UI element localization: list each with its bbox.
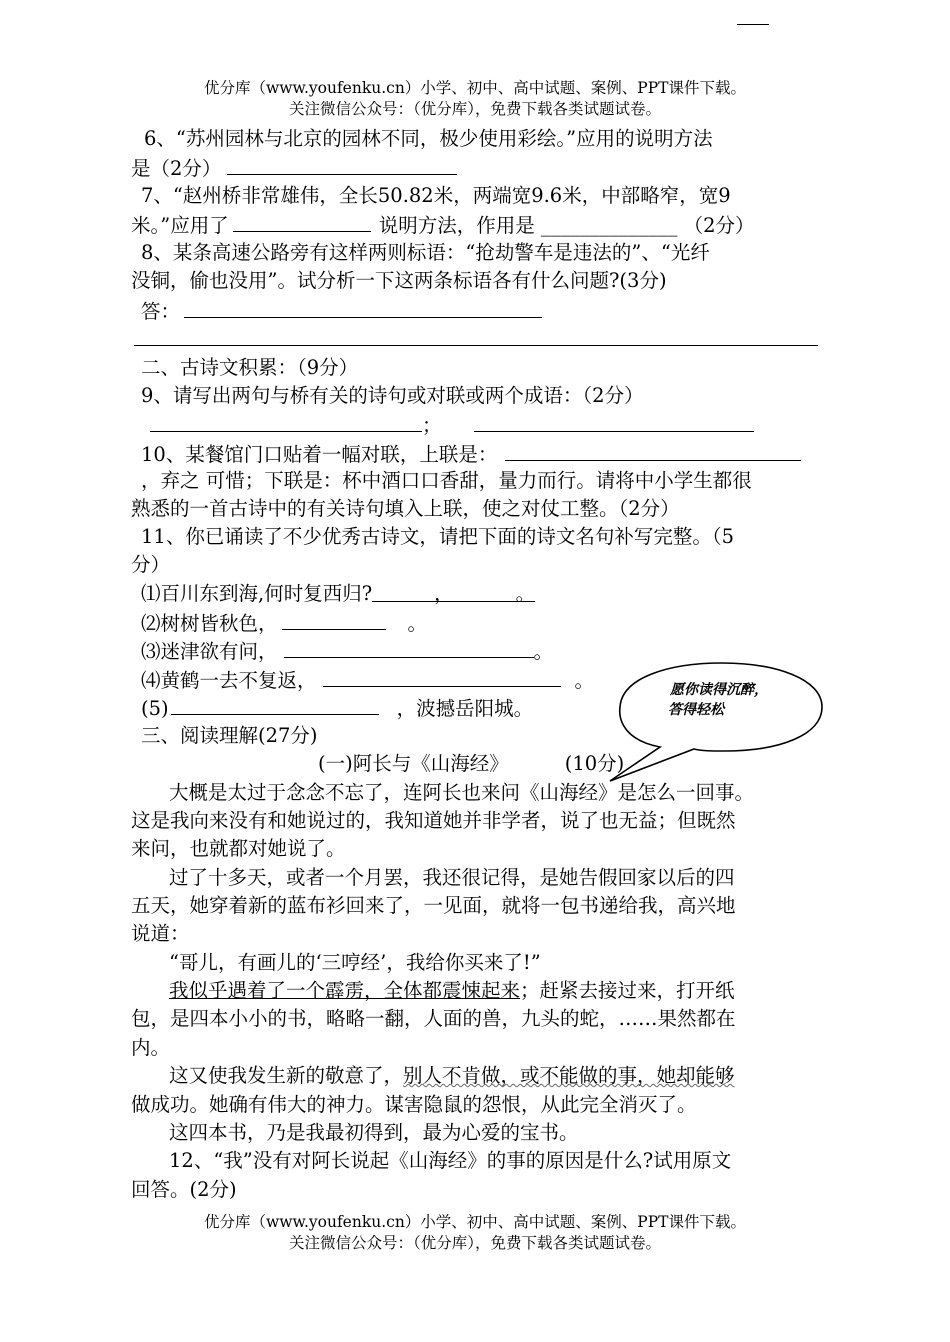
q9-blank-2[interactable] (474, 411, 754, 432)
q11-item-1: ⑴百川东到海,何时复西归? ， 。 (141, 582, 536, 605)
q7-line-2: 米。”应用了 说明方法，作用是 ______________ （2分） (131, 211, 755, 239)
q8-answer-blank[interactable] (184, 297, 542, 318)
q10-line-3: 熟悉的一首古诗中的有关诗句填入上联，使之对仗工整。（2分） (131, 497, 680, 520)
header-line-2: 关注微信公众号：（优分库），免费下载各类试题试卷。 (288, 100, 661, 118)
para-1-line-2: 这是我向来没有和她说过的，我知道她并非学者，说了也无益；但既然 (131, 809, 736, 832)
q10-line-1: 10、某餐馆门口贴着一幅对联，上联是： (141, 440, 801, 468)
q11-item-5-blank[interactable] (171, 694, 379, 715)
q12-line-2: 回答。(2分) (131, 1178, 237, 1201)
q11-line-2: 分） (131, 553, 171, 576)
para-2-line-3: 说道： (131, 922, 190, 945)
footer-line-2: 关注微信公众号：（优分库），免费下载各类试题试卷。 (288, 1234, 661, 1252)
q11-item-2-blank[interactable] (282, 609, 386, 630)
para-4-line-2: 包，是四本小小的书，略略一翻，人面的兽，九头的蛇，……果然都在 (131, 1007, 736, 1030)
q7-line-1: 7、“赵州桥非常雄伟，全长50.82米，两端宽9.6米，中部略窄，宽9 (141, 184, 731, 207)
para-3-line-1: “哥儿，有画儿的‘三哼经’，我给你买来了!” (169, 951, 541, 974)
q11-item-5: (5) ，波撼岳阳城。 (141, 694, 533, 722)
top-mark (737, 24, 769, 25)
section-3-title: 三、阅读理解(27分) (141, 724, 318, 747)
para-2-line-2: 五天，她穿着新的蓝布衫回来了，一见面，就将一包书递给我，高兴地 (131, 894, 736, 917)
section-2-title: 二、古诗文积累：（9分） (141, 356, 359, 379)
bubble-line-1: 愿你读得沉醉， (670, 682, 768, 698)
q9-blanks: ； (150, 411, 754, 439)
para-1-line-1: 大概是太过于念念不忘了，连阿长也来问《山海经》是怎么一回事。 (169, 781, 755, 804)
q8-answer-line: 答： (141, 297, 542, 325)
q9-prompt: 9、请写出两句与桥有关的诗句或对联或两个成语：（2分） (141, 384, 644, 407)
q11-item-4: ⑷黄鹤一去不复返， 。 (141, 666, 594, 694)
q11-item-2: ⑵树树皆秋色， 。 (141, 609, 427, 637)
q8-answer-rule[interactable] (134, 345, 818, 346)
q10-line-2: ，弃之 可惜；下联是：杯中酒口口香甜，量力而行。请将中小学生都很 (141, 469, 752, 492)
q6-answer-blank[interactable] (227, 154, 457, 175)
bubble-line-2: 答得轻松 (668, 702, 724, 718)
q6-line-1: 6、“苏州园林与北京的园林不同，极少使用彩绘。”应用的说明方法 (144, 127, 713, 150)
para-2-line-1: 过了十多天，或者一个月罢，我还很记得，是她告假回家以后的四 (169, 866, 735, 889)
q9-blank-1[interactable] (150, 411, 422, 432)
q10-blank[interactable] (505, 440, 801, 461)
para-4-line-3: 内。 (131, 1036, 171, 1059)
para-5-line-1: 这又使我发生新的敬意了，别人不肯做，或不能做的事，她却能够 (169, 1064, 735, 1087)
q11-item-4-blank[interactable] (323, 666, 561, 687)
q11-item-3: ⑶迷津欲有问， 。 (141, 637, 553, 665)
para-1-line-3: 来问，也就都对她说了。 (131, 837, 346, 860)
q7-answer-blank[interactable] (233, 211, 371, 232)
header-line-1: 优分库（www.youfenku.cn）小学、初中、高中试题、案例、PPT课件下载。 (203, 79, 747, 97)
q8-line-1: 8、某条高速公路旁有这样两则标语：“抢劫警车是违法的”、“光纤 (141, 241, 710, 264)
q12-line-1: 12、“我”没有对阿长说起《山海经》的事的原因是什么?试用原文 (169, 1149, 732, 1172)
q6-line-2: 是（2分） (131, 154, 457, 182)
q8-line-2: 没铜，偷也没用”。试分析一下这两条标语各有什么问题?(3分) (131, 269, 667, 292)
q11-item-1-blank[interactable]: ， 。 (372, 582, 536, 605)
q11-line-1: 11、你已诵读了不少优秀古诗文，请把下面的诗文名句补写完整。（5 (141, 525, 734, 548)
q11-item-3-blank[interactable] (284, 637, 534, 658)
passage-title: (一)阿长与《山海经》 (10分) (318, 752, 625, 775)
footer-line-1: 优分库（www.youfenku.cn）小学、初中、高中试题、案例、PPT课件下载。 (203, 1213, 747, 1231)
para-4-line-1: 我似乎遇着了一个霹雳，全体都震悚起来；赶紧去接过来，打开纸 (169, 979, 735, 1002)
para-6-line-1: 这四本书，乃是我最初得到，最为心爱的宝书。 (169, 1121, 579, 1144)
para-5-line-2: 做成功。她确有伟大的神力。谋害隐鼠的怨恨，从此完全消灭了。 (131, 1093, 697, 1116)
